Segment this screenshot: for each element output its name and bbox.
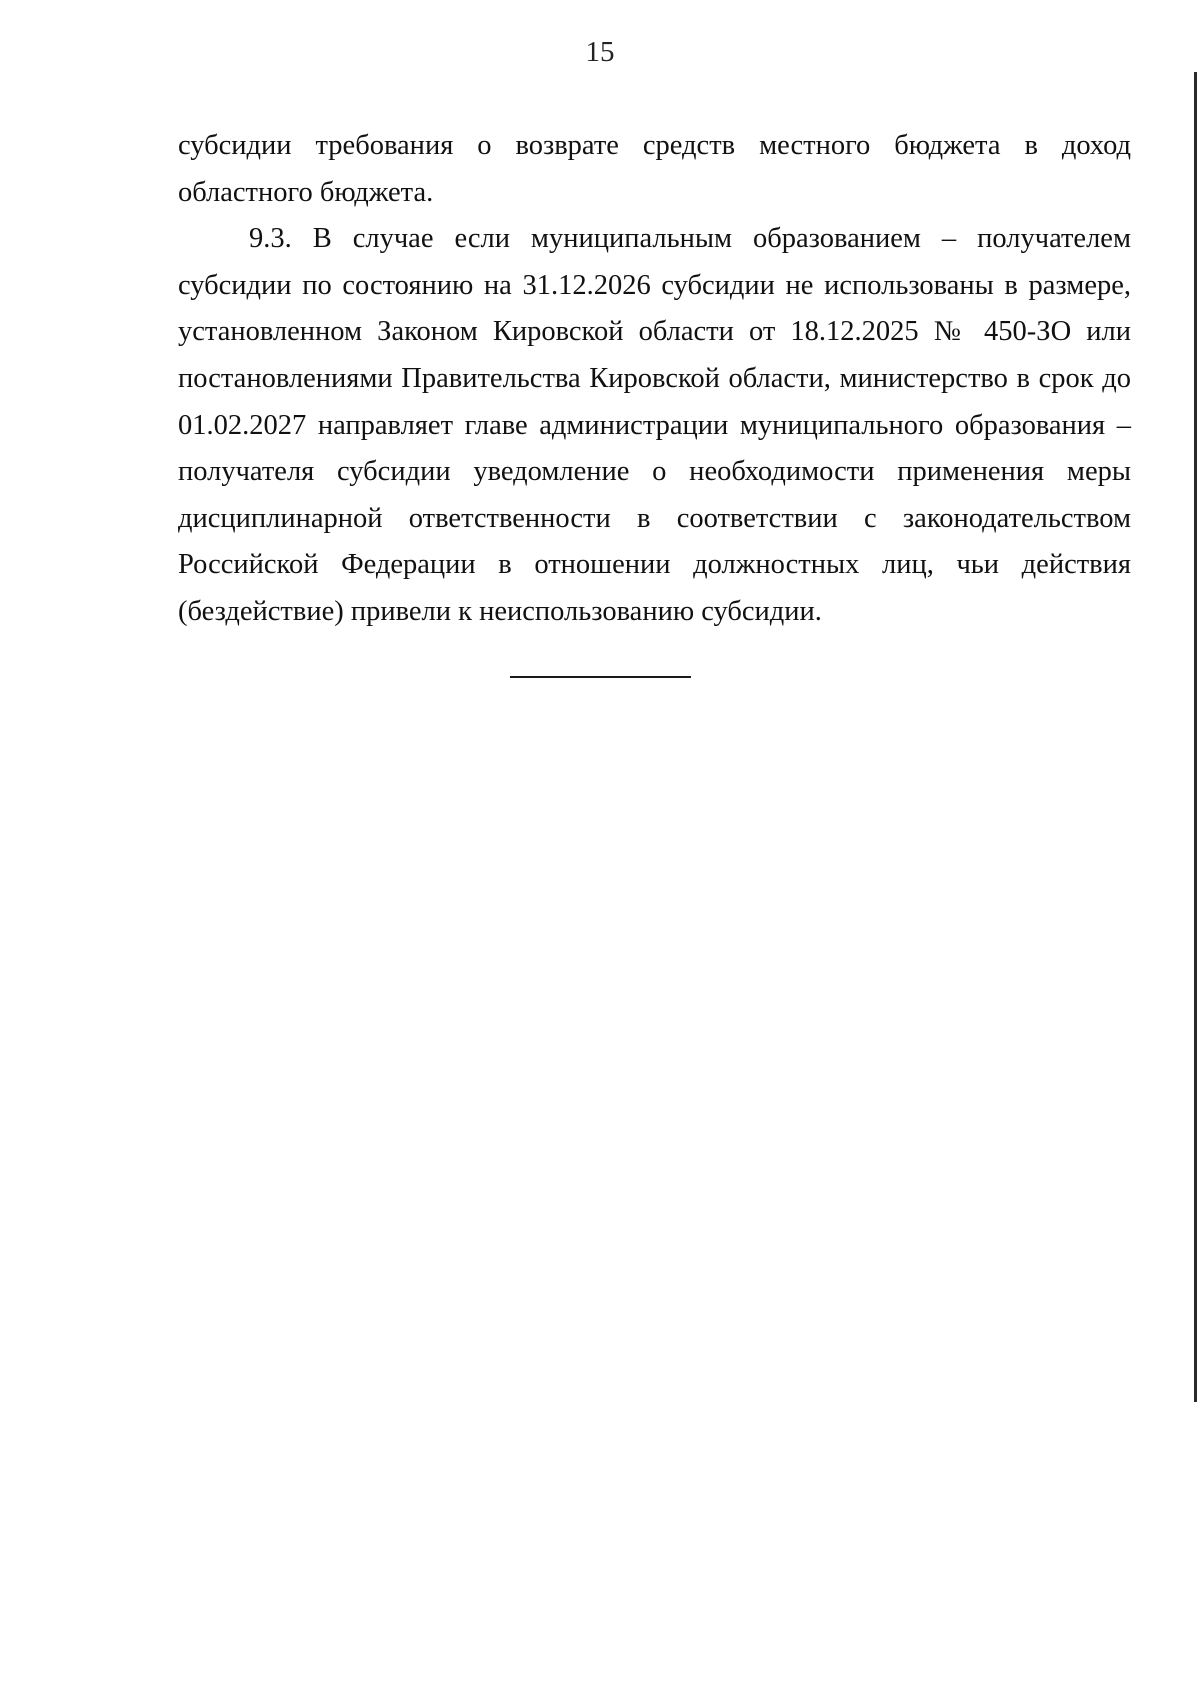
document-body bbox=[178, 123, 1131, 636]
end-of-document-rule bbox=[510, 676, 691, 678]
scan-edge-line bbox=[1194, 72, 1197, 1402]
page-number: 15 bbox=[585, 36, 615, 68]
paragraph-clause-9-3: 9.3. В случае если муниципальным образованием – получателем субсидии по состоянию на 31.12.2026 субсидии не использованы в размере, установленном Законом Кировской области от 18.12.2025 № 450-ЗО или постановлениями Правительства Кировской области, министерство в срок до 01.02.2027 направляет главе администрации муниципального образования – получателя субсидии уведомление о необходимости применения меры дисциплинарной ответственности в соответствии с законодательством Российской Федерации в отношении должностных лиц, чьи действия (бездействие) привели к неиспользованию субсидии. bbox=[178, 223, 1131, 627]
paragraph-continuation: субсидии требования о возврате средств местного бюджета в доход областного бюджета. bbox=[178, 130, 1131, 208]
